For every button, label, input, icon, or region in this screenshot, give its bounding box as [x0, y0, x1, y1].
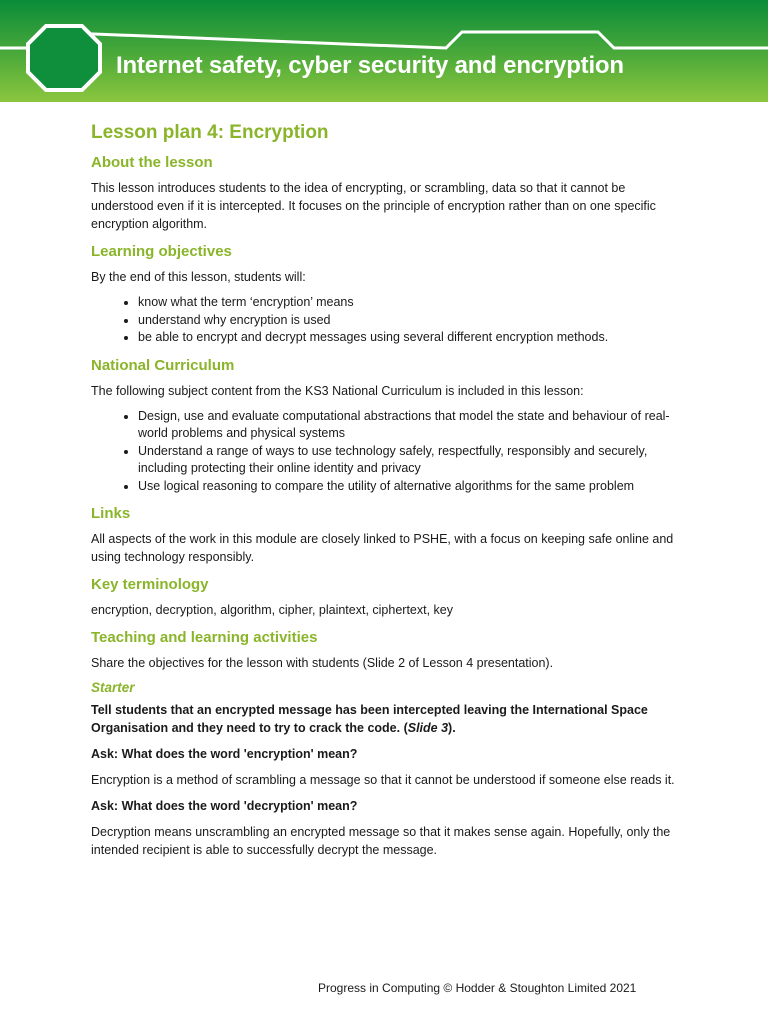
list-item: • be able to encrypt and decrypt messages using several different encryption methods. — [138, 329, 681, 347]
links-text: All aspects of the work in this module are closely linked to PSHE, with a focus on keeping safe online and using technology responsibly. — [91, 532, 674, 564]
links-heading: Links — [91, 505, 131, 522]
question-decryption: Ask: What does the word 'decryption' mean? — [91, 799, 358, 813]
answer-encryption: Encryption is a method of scrambling a message so that it cannot be understood if someone else reads it. — [91, 773, 675, 787]
page-header — [0, 0, 768, 102]
starter-instruction-end: ). — [448, 721, 456, 735]
starter-heading: Starter — [91, 680, 135, 695]
objectives-heading: Learning objectives — [91, 243, 232, 260]
about-text: This lesson introduces students to the idea of encrypting, or scrambling, data so that it cannot be understood even if it is intercepted. It focuses on the principle of encryption rather than on one specific encryption algorithm. — [91, 181, 656, 231]
activities-text: Share the objectives for the lesson with students (Slide 2 of Lesson 4 presentation). — [91, 656, 554, 670]
starter-instruction-main: Tell students that an encrypted message has been intercepted leaving the International Space Organisation and they need to try to crack the code. ( — [91, 703, 648, 735]
terminology-text: encryption, decryption, algorithm, cipher, plaintext, ciphertext, key — [91, 603, 453, 617]
starter-instruction — [91, 701, 681, 737]
list-item: • know what the term ‘encryption’ means — [138, 294, 681, 312]
list-item: • understand why encryption is used — [138, 312, 681, 330]
page-footer: Progress in Computing © Hodder & Stoughton Limited 2021 — [318, 981, 637, 995]
lesson-content — [91, 122, 681, 867]
list-item: • Use logical reasoning to compare the utility of alternative algorithms for the same problem — [138, 478, 681, 496]
header-banner — [0, 0, 768, 102]
objectives-list — [91, 294, 681, 347]
question-encryption: Ask: What does the word 'encryption' mean? — [91, 747, 358, 761]
about-heading: About the lesson — [91, 154, 213, 171]
terminology-heading: Key terminology — [91, 576, 209, 593]
objectives-intro: By the end of this lesson, students will: — [91, 270, 306, 284]
lesson-title: Lesson plan 4: Encryption — [91, 122, 329, 143]
header-title: Internet safety, cyber security and encryption — [116, 52, 624, 79]
curriculum-heading: National Curriculum — [91, 356, 235, 374]
answer-decryption: Decryption means unscrambling an encrypted message so that it makes sense again. Hopefully, only the intended recipient is able to successfully decrypt the message. — [91, 825, 671, 857]
curriculum-list — [91, 408, 681, 496]
list-item: • Understand a range of ways to use technology safely, respectfully, responsibly and securely, including protecting their online identity and privacy — [138, 443, 681, 478]
activities-heading: Teaching and learning activities — [91, 629, 318, 646]
octagon-logo-icon — [28, 26, 100, 90]
starter-instruction-slide: Slide 3 — [407, 721, 449, 735]
curriculum-intro: The following subject content from the KS3 National Curriculum is included in this lesson: — [91, 383, 584, 398]
list-item: • Design, use and evaluate computational abstractions that model the state and behaviour of real-world problems and physical systems — [138, 408, 681, 443]
